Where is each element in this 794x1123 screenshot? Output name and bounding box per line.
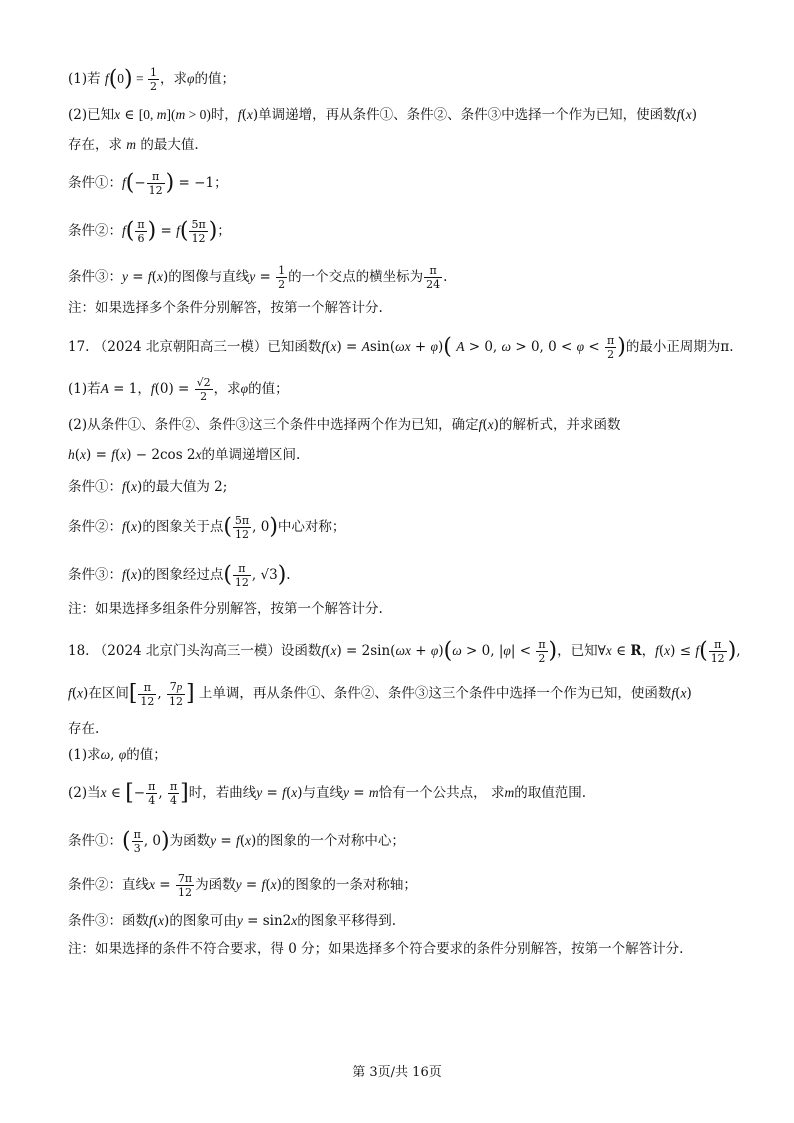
q16-cond1: 条件①：f(− $\frac{\pi}{12}$ ) = −1； xyxy=(68,170,228,197)
page-footer: 第 3页/共 16页 xyxy=(352,1065,442,1080)
q18-cond1: 条件①：( $\frac{\pi}{3}$ , 0)为函数y = f(x)的图象的一个对称中心； xyxy=(68,828,405,855)
q18-cond2: 条件②：直线x = $\frac{7\pi}{12}$ 为函数y = f(x)的图象的一条对称轴； xyxy=(68,872,417,899)
q17-cond3: 条件③：f(x)的图象经过点( $\frac{\pi}{12}$ , √3). xyxy=(68,562,291,589)
q17-part2-cont: h(x) = f(x) − 2cos 2x的单调递增区间. xyxy=(68,447,301,463)
q16-note: 注：如果选择多个条件分别解答，按第一个解答计分. xyxy=(68,300,383,316)
q16-part1: (1)若 f(0) = $\frac{1}{2}$ ，求φ的值； xyxy=(68,66,235,93)
q17-cond2: 条件②：f(x)的图象关于点( $\frac{5\pi}{12}$ , 0)中心对称； xyxy=(68,514,346,541)
q17-note: 注：如果选择多组条件分别解答，按第一个解答计分. xyxy=(68,601,383,617)
q17-part1: (1)若A = 1，f(0) = $\frac{√2}{2}$ ，求φ的值； xyxy=(68,376,289,403)
q17-cond1: 条件①：f(x)的最大值为 2; xyxy=(68,479,228,495)
q17-part2: (2)从条件①、条件②、条件③这三个条件中选择两个作为已知，确定f(x)的解析式，并求函数 xyxy=(68,417,621,433)
q18-line2: f(x)在区间[ $\frac{\pi}{12}$ , $\frac{7p}{12}$ ] 上单调，再从条件①、条件②、条件③这三个条件中选择一个作为已知，使函数f(x) xyxy=(68,680,692,708)
q18-part2: (2)当x ∈ [− $\frac{\pi}{4}$ , $\frac{\pi}{4}$ ]时，若曲线y = f(x)与直线y = m恰有一个公共点， 求m的取值范围. xyxy=(68,780,586,807)
q16-cond3: 条件③：y = f(x)的图像与直线y = $\frac{1}{2}$ 的一个交点的横坐标为 $\frac{\pi}{24}$ . xyxy=(68,264,448,291)
q18-note: 注：如果选择的条件不符合要求，得 0 分；如果选择多个符合要求的条件分别解答，按第一个解答计分. xyxy=(68,941,684,957)
q18-header: 18. （2024 北京门头沟高三一模）设函数f(x) = 2sin(ωx + φ)(ω > 0, |φ| < $\frac{\pi}{2}$ )，已知∀x ∈ R，f(x) ≤ f( $\frac{\pi}{12}$ ), xyxy=(68,638,741,665)
q18-cond3: 条件③：函数f(x)的图象可由y = sin2x的图象平移得到. xyxy=(68,913,397,929)
q17-header: 17. （2024 北京朝阳高三一模）已知函数f(x) = Asin(ωx + φ)( A > 0, ω > 0, 0 < φ < $\frac{\pi}{2}$ )的最小正周期为π. xyxy=(68,334,734,361)
q18-line3: 存在. xyxy=(68,721,100,737)
q18-part1: (1)求ω, φ的值； xyxy=(68,747,167,763)
q16-part2: (2)已知x ∈ [0, m](m > 0)时，f(x)单调递增，再从条件①、条件②、条件③中选择一个作为已知，使函数f(x) xyxy=(68,107,697,123)
q16-part2-cont: 存在，求 m 的最大值. xyxy=(68,137,199,153)
q16-cond2: 条件②：f( $\frac{\pi}{6}$ ) = f( $\frac{5\pi}{12}$ )； xyxy=(68,218,231,245)
